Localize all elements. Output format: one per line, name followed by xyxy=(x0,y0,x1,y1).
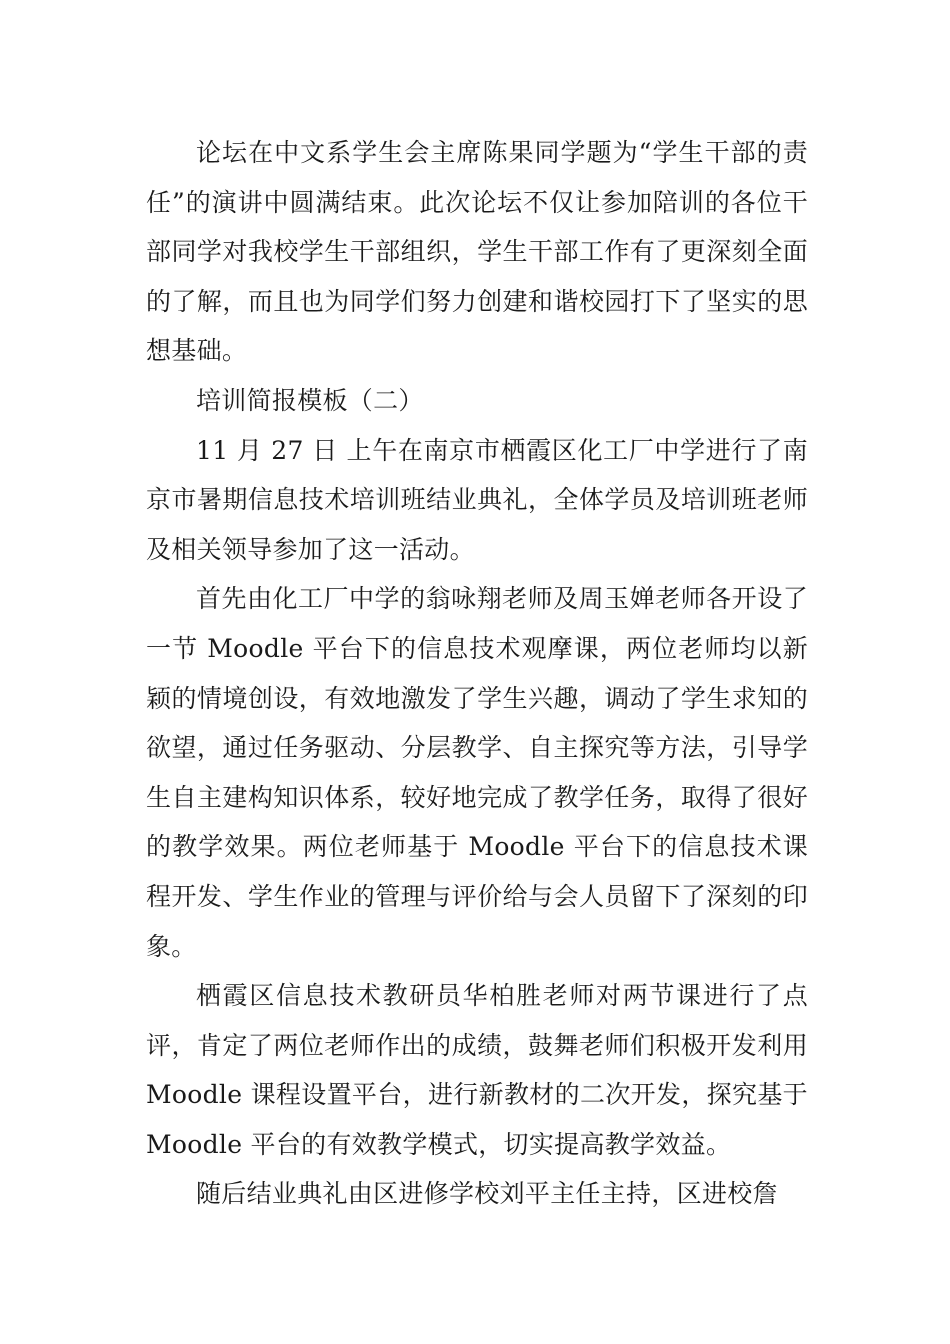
paragraph-ceremony-host: 随后结业典礼由区进修学校刘平主任主持，区进校詹 xyxy=(196,1179,778,1209)
paragraph-lesson-review: 栖霞区信息技术教研员华柏胜老师对两节课进行了点评，肯定了两位老师作出的成绩，鼓舞老师们积极开发利用 Moodle 课程设置平台，进行新教材的二次开发，探究基于 Moodle 平台的有效教学模式，切实提高教学效益。 xyxy=(146,981,808,1159)
document-body xyxy=(146,128,808,1219)
paragraph-forum-conclusion: 论坛在中文系学生会主席陈果同学题为“学生干部的责任”的演讲中圆满结束。此次论坛不仅让参加陪训的各位干部同学对我校学生干部组织，学生干部工作有了更深刻全面的了解，而且也为同学们努力创建和谐校园打下了坚实的思想基础。 xyxy=(146,138,808,366)
paragraph-ceremony-intro: 11 月 27 日 上午在南京市栖霞区化工厂中学进行了南京市暑期信息技术培训班结业典礼，全体学员及培训班老师及相关领导参加了这一活动。 xyxy=(146,435,808,564)
paragraph-observation-lessons: 首先由化工厂中学的翁咏翔老师及周玉婵老师各开设了一节 Moodle 平台下的信息技术观摩课，两位老师均以新颖的情境创设，有效地激发了学生兴趣，调动了学生求知的欲望，通过任务驱动、分层教学、自主探究等方法，引导学生自主建构知识体系，较好地完成了教学任务，取得了很好的教学效果。两位老师基于 Moodle 平台下的信息技术课程开发、学生作业的管理与评价给与会人员留下了深刻的印象。 xyxy=(146,584,808,961)
section-heading: 培训简报模板（二） xyxy=(196,385,424,415)
